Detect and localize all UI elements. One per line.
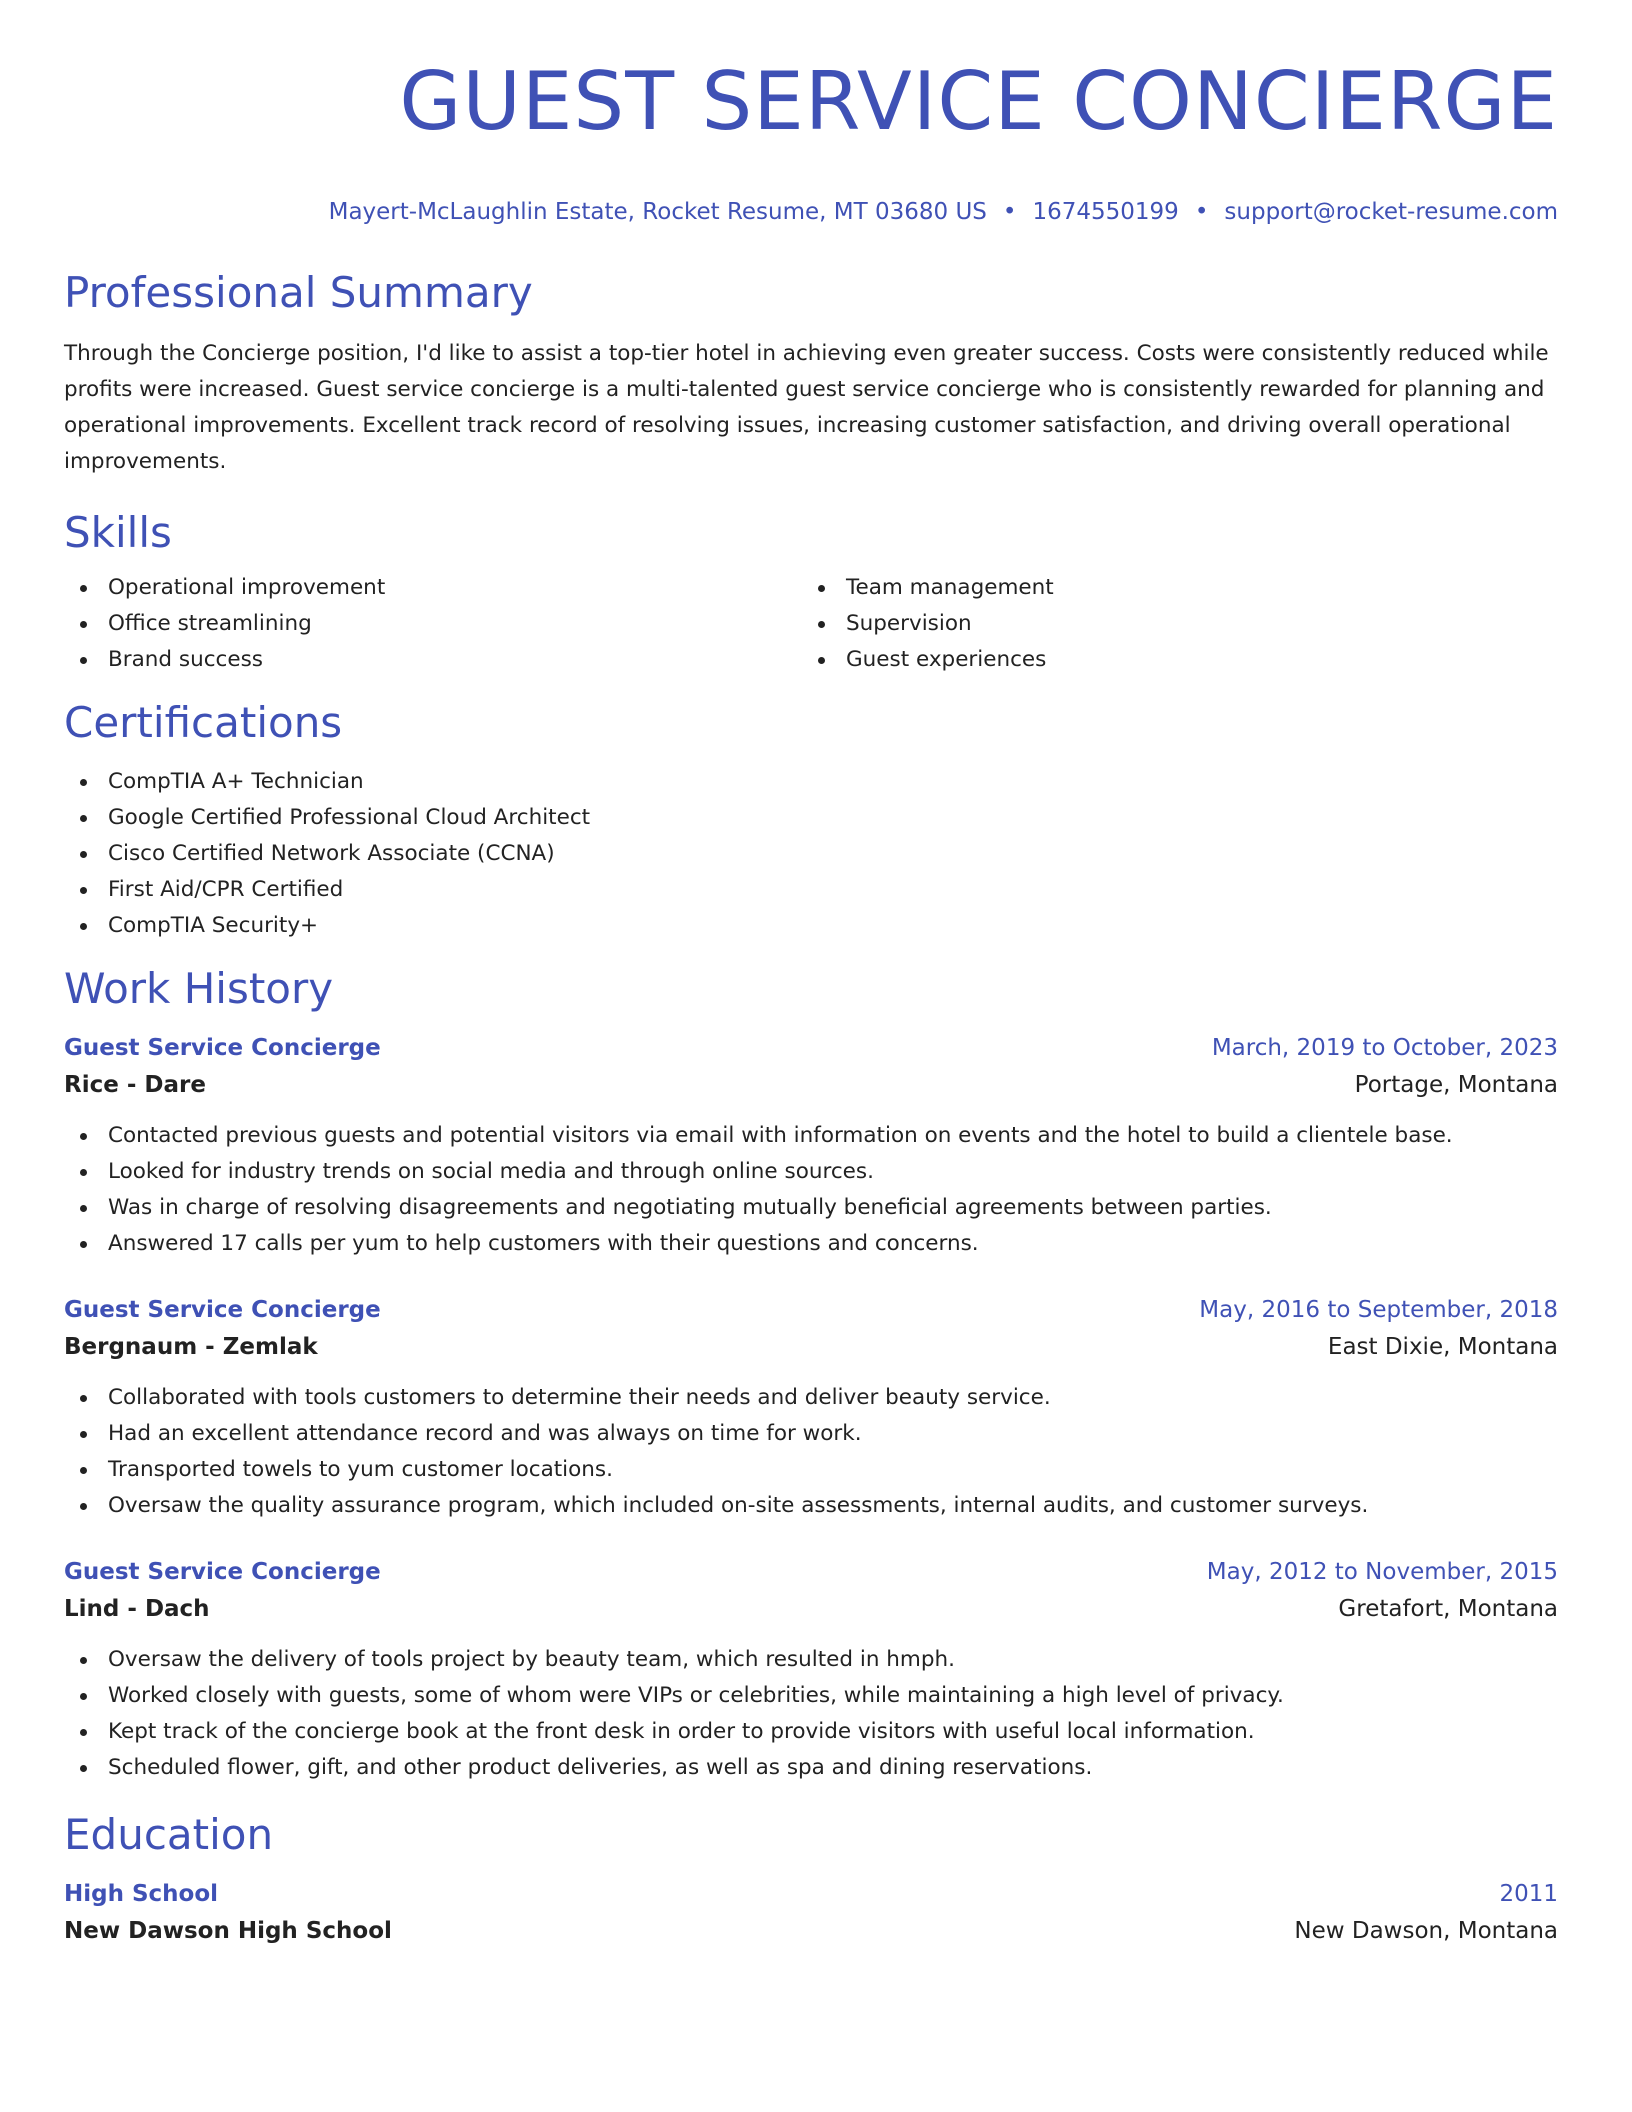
contact-line <box>64 196 1558 228</box>
job-header-row <box>64 1554 1558 1590</box>
skills-heading: Skills <box>64 508 172 557</box>
job-duty-item: Transported towels to yum customer locations. <box>64 1452 1558 1488</box>
education-header-row <box>64 1876 1558 1912</box>
certifications-heading: Certifications <box>64 698 343 747</box>
education-year: 2011 <box>1499 1881 1558 1907</box>
job-duty-item: Had an excellent attendance record and was always on time for work. <box>64 1416 1558 1452</box>
job-role: Guest Service Concierge <box>64 1559 381 1585</box>
skill-item: Team management <box>802 570 1540 606</box>
certification-item: CompTIA A+ Technician <box>64 764 1558 800</box>
job-duty-item: Oversaw the quality assurance program, which included on-site assessments, internal audits, and customer surveys. <box>64 1488 1558 1524</box>
education-school: New Dawson High School <box>64 1918 392 1944</box>
job-company-row <box>64 1590 1558 1628</box>
resume-title: GUEST SERVICE CONCIERGE <box>399 55 1558 148</box>
job-entry <box>64 1554 1558 1786</box>
job-duties-list <box>64 1642 1558 1786</box>
skill-item: Guest experiences <box>802 642 1540 678</box>
certification-item: First Aid/CPR Certified <box>64 872 1558 908</box>
skills-list-left <box>64 570 802 678</box>
job-duty-item: Was in charge of resolving disagreements and negotiating mutually beneficial agreements between parties. <box>64 1190 1558 1226</box>
contact-separator: • <box>1194 199 1209 225</box>
certification-item: Google Certified Professional Cloud Architect <box>64 800 1558 836</box>
job-company: Rice - Dare <box>64 1072 206 1098</box>
job-company: Lind - Dach <box>64 1596 210 1622</box>
job-dates: May, 2016 to September, 2018 <box>1199 1297 1558 1323</box>
skills-column-left <box>64 570 802 678</box>
skills-list-right <box>802 570 1540 678</box>
job-role: Guest Service Concierge <box>64 1035 381 1061</box>
job-duty-item: Scheduled flower, gift, and other product deliveries, as well as spa and dining reservations. <box>64 1750 1558 1786</box>
education-school-row <box>64 1912 1558 1950</box>
job-company-row <box>64 1066 1558 1104</box>
job-duty-item: Answered 17 calls per yum to help customers with their questions and concerns. <box>64 1226 1558 1262</box>
job-entry <box>64 1292 1558 1524</box>
work-history-heading: Work History <box>64 964 334 1013</box>
job-duties-list <box>64 1118 1558 1262</box>
skill-item: Operational improvement <box>64 570 802 606</box>
job-dates: March, 2019 to October, 2023 <box>1211 1035 1558 1061</box>
summary-heading: Professional Summary <box>64 268 533 317</box>
education-degree: High School <box>64 1881 219 1907</box>
certification-item: CompTIA Security+ <box>64 908 1558 944</box>
job-duty-item: Contacted previous guests and potential visitors via email with information on events and the hotel to build a clientele base. <box>64 1118 1558 1154</box>
job-entry <box>64 1030 1558 1262</box>
contact-phone: 1674550199 <box>1032 199 1179 225</box>
certifications-list <box>64 764 1558 944</box>
job-company: Bergnaum - Zemlak <box>64 1334 318 1360</box>
job-duty-item: Looked for industry trends on social media and through online sources. <box>64 1154 1558 1190</box>
job-duty-item: Worked closely with guests, some of whom were VIPs or celebrities, while maintaining a high level of privacy. <box>64 1678 1558 1714</box>
job-duties-list <box>64 1380 1558 1524</box>
contact-email: support@rocket-resume.com <box>1224 199 1558 225</box>
skill-item: Office streamlining <box>64 606 802 642</box>
job-duty-item: Collaborated with tools customers to determine their needs and deliver beauty service. <box>64 1380 1558 1416</box>
contact-address: Mayert-McLaughlin Estate, Rocket Resume, MT 03680 US <box>328 199 987 225</box>
skills-grid <box>64 570 1558 678</box>
education-location: New Dawson, Montana <box>1294 1918 1558 1944</box>
job-header-row <box>64 1030 1558 1066</box>
job-company-row <box>64 1328 1558 1366</box>
certification-item: Cisco Certified Network Associate (CCNA) <box>64 836 1558 872</box>
skill-item: Supervision <box>802 606 1540 642</box>
summary-text: Through the Concierge position, I'd like to assist a top-tier hotel in achieving even greater success. Costs were consistently reduced while profits were increased. Guest service concierge is a multi-talented guest service concierge who is consistently rewarded for planning and operational improvements. Excellent track record of resolving issues, increasing customer satisfaction, and driving overall operational improvements. <box>64 341 1549 474</box>
job-role: Guest Service Concierge <box>64 1297 381 1323</box>
skill-item: Brand success <box>64 642 802 678</box>
education-entry <box>64 1876 1558 1950</box>
job-dates: May, 2012 to November, 2015 <box>1206 1559 1558 1585</box>
job-header-row <box>64 1292 1558 1328</box>
job-location: Gretafort, Montana <box>1338 1596 1558 1622</box>
job-location: East Dixie, Montana <box>1327 1334 1558 1360</box>
contact-separator: • <box>1002 199 1017 225</box>
skills-column-right <box>802 570 1540 678</box>
education-heading: Education <box>64 1810 274 1859</box>
job-duty-item: Kept track of the concierge book at the front desk in order to provide visitors with useful local information. <box>64 1714 1558 1750</box>
job-location: Portage, Montana <box>1354 1072 1558 1098</box>
job-duty-item: Oversaw the delivery of tools project by beauty team, which resulted in hmph. <box>64 1642 1558 1678</box>
